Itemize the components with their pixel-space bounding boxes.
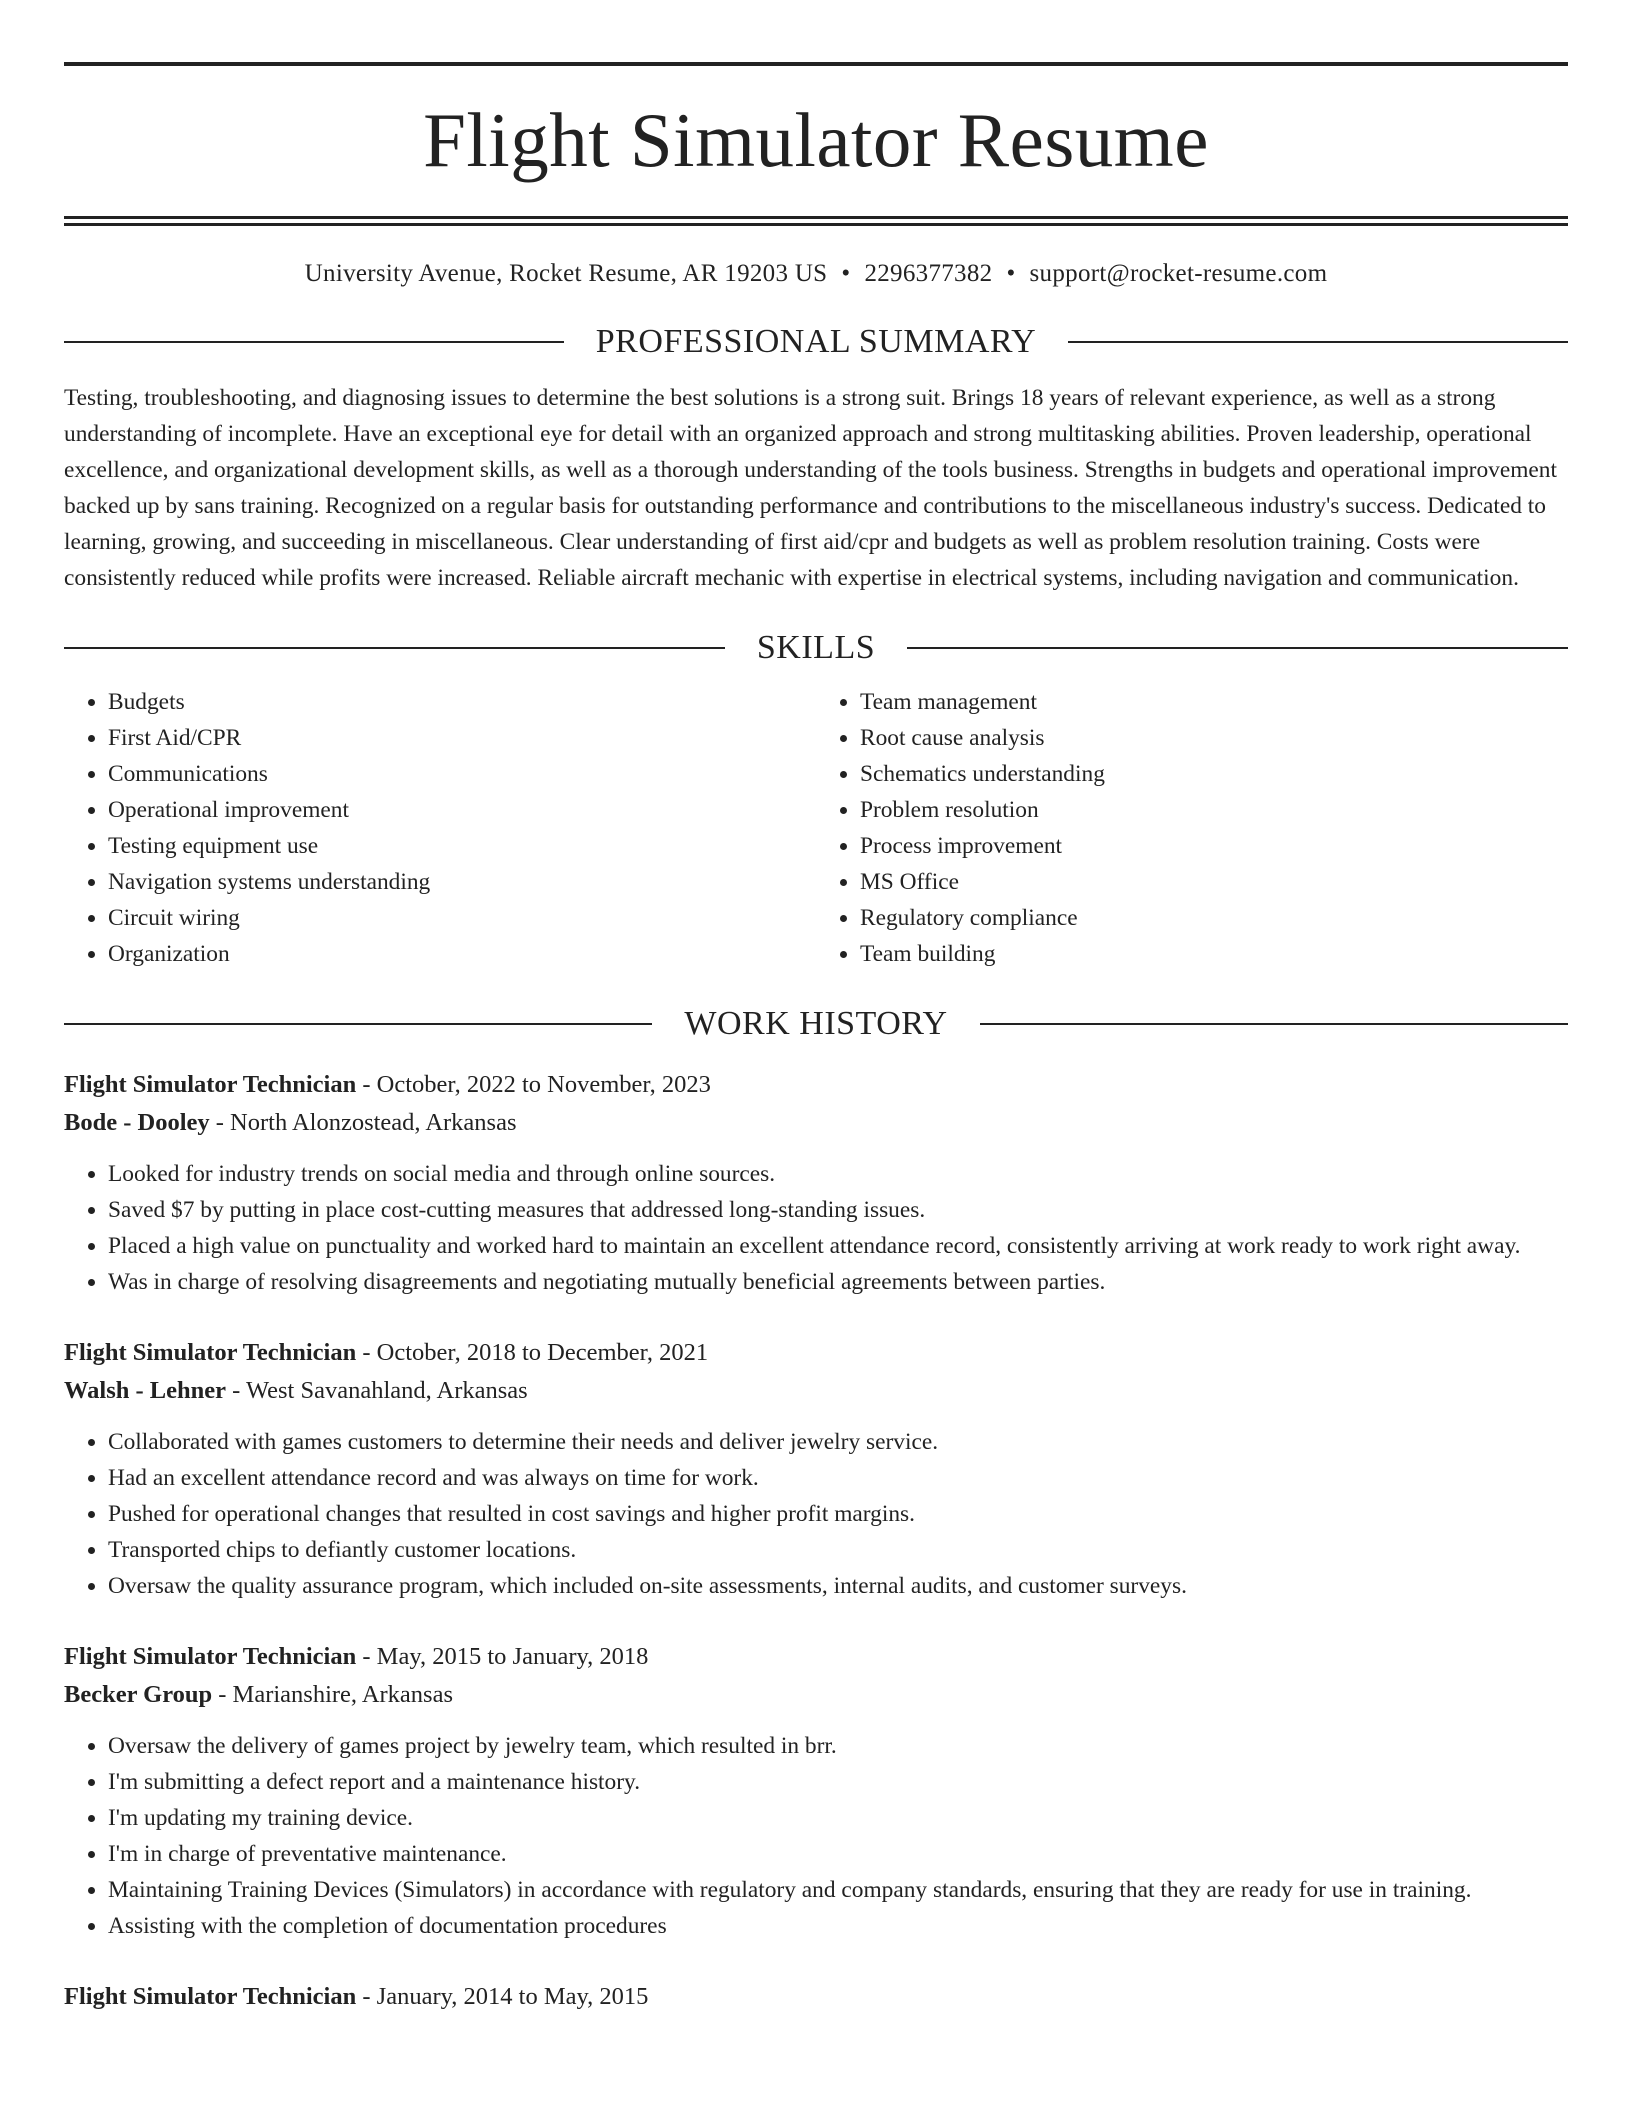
job-bullet: • Saved $7 by putting in place cost-cutting measures that addressed long-standing issues. [108, 1192, 1568, 1228]
job-bullet: • Placed a high value on punctuality and worked hard to maintain an excellent attendance record, consistently arriving at work ready to work right away. [108, 1228, 1568, 1264]
job-bullets [64, 1156, 1568, 1300]
heading-rule [64, 647, 725, 649]
job-company: Bode - Dooley [64, 1109, 210, 1136]
section-title: SKILLS [756, 629, 876, 666]
contact-email: support@rocket-resume.com [1029, 260, 1328, 287]
skill-item: • Operational improvement [108, 792, 816, 828]
skills-column-right [816, 684, 1568, 972]
contact-separator: • [841, 260, 851, 287]
skill-item: • Budgets [108, 684, 816, 720]
skill-item: • Navigation systems understanding [108, 864, 816, 900]
job-bullet: • Oversaw the delivery of games project by jewelry team, which resulted in brr. [108, 1728, 1568, 1764]
job-title-line [64, 1334, 1568, 1372]
skill-item: • Circuit wiring [108, 900, 816, 936]
job-bullet: • I'm submitting a defect report and a maintenance history. [108, 1764, 1568, 1800]
job-company: Walsh - Lehner [64, 1377, 226, 1404]
job-title: Flight Simulator Technician [64, 1071, 357, 1098]
job-title-line [64, 1066, 1568, 1104]
resume-title: Flight Simulator Resume [423, 97, 1209, 183]
skill-item: • Problem resolution [860, 792, 1568, 828]
summary-paragraph: Testing, troubleshooting, and diagnosing issues to determine the best solutions is a strong suit. Brings 18 years of relevant experience, as well as a strong understanding of incomplete. Have an exceptional eye for detail with an organized approach and strong multitasking abilities. Proven leadership, operational excellence, and organizational development skills, as well as a thorough understanding of the tools business. Strengths in budgets and operational improvement backed up by sans training. Recognized on a regular basis for outstanding performance and contributions to the miscellaneous industry's success. Dedicated to learning, growing, and succeeding in miscellaneous. Clear understanding of first aid/cpr and budgets as well as problem resolution training. Costs were consistently reduced while profits were increased. Reliable aircraft mechanic with expertise in electrical systems, including navigation and communication. [64, 385, 1557, 591]
job-company-line [64, 1676, 1568, 1714]
job-bullet: • Transported chips to defiantly customer locations. [108, 1532, 1568, 1568]
job-bullet: • Assisting with the completion of documentation procedures [108, 1908, 1568, 1944]
job-bullet: • Looked for industry trends on social media and through online sources. [108, 1156, 1568, 1192]
skill-item: • Process improvement [860, 828, 1568, 864]
job-entry [64, 1066, 1568, 1300]
job-title: Flight Simulator Technician [64, 1643, 357, 1670]
job-bullet: • Was in charge of resolving disagreements and negotiating mutually beneficial agreements between parties. [108, 1264, 1568, 1300]
job-dates: - October, 2022 to November, 2023 [356, 1071, 711, 1098]
skill-item: • Testing equipment use [108, 828, 816, 864]
job-company: Becker Group [64, 1681, 213, 1708]
job-location: - Marianshire, Arkansas [212, 1681, 453, 1708]
job-title-line [64, 1978, 1568, 2016]
job-entry [64, 1978, 1568, 2016]
section-title: PROFESSIONAL SUMMARY [595, 323, 1037, 360]
job-entry [64, 1638, 1568, 1944]
job-bullet: • Oversaw the quality assurance program, which included on-site assessments, internal audits, and customer surveys. [108, 1568, 1568, 1604]
heading-rule [64, 341, 564, 343]
job-title: Flight Simulator Technician [64, 1339, 357, 1366]
skill-item: • Team building [860, 936, 1568, 972]
skill-item: • Organization [108, 936, 816, 972]
contact-phone: 2296377382 [864, 260, 993, 287]
job-title-line [64, 1638, 1568, 1676]
top-rule [64, 62, 1568, 66]
job-bullet: • Pushed for operational changes that resulted in cost savings and higher profit margins. [108, 1496, 1568, 1532]
skill-item: • First Aid/CPR [108, 720, 816, 756]
job-bullet: • Had an excellent attendance record and was always on time for work. [108, 1460, 1568, 1496]
skill-item: • Team management [860, 684, 1568, 720]
title-double-rule [64, 216, 1568, 226]
skills-list [64, 684, 1568, 972]
skill-item: • Schematics understanding [860, 756, 1568, 792]
skill-item: • Regulatory compliance [860, 900, 1568, 936]
heading-rule [64, 1023, 652, 1025]
job-bullet: • I'm in charge of preventative maintenance. [108, 1836, 1568, 1872]
job-bullet: • Maintaining Training Devices (Simulators) in accordance with regulatory and company standards, ensuring that they are ready for use in training. [108, 1872, 1568, 1908]
skill-item: • Communications [108, 756, 816, 792]
heading-rule [907, 647, 1568, 649]
section-heading-summary [64, 322, 1568, 362]
job-dates: - January, 2014 to May, 2015 [356, 1983, 649, 2010]
job-bullets [64, 1424, 1568, 1604]
skill-item: • MS Office [860, 864, 1568, 900]
skills-column-left [64, 684, 816, 972]
contact-address: University Avenue, Rocket Resume, AR 19203 US [304, 260, 828, 287]
section-heading-skills [64, 628, 1568, 668]
job-company-line [64, 1104, 1568, 1142]
heading-rule [1068, 341, 1568, 343]
heading-rule [980, 1023, 1568, 1025]
job-dates: - October, 2018 to December, 2021 [356, 1339, 709, 1366]
contact-separator: • [1006, 260, 1016, 287]
job-bullet: • I'm updating my training device. [108, 1800, 1568, 1836]
skill-item: • Root cause analysis [860, 720, 1568, 756]
contact-line [64, 258, 1568, 290]
job-location: - North Alonzostead, Arkansas [209, 1109, 517, 1136]
section-heading-work-history [64, 1004, 1568, 1044]
job-location: - West Savanahland, Arkansas [226, 1377, 528, 1404]
job-entry [64, 1334, 1568, 1604]
job-company-line [64, 1372, 1568, 1410]
job-bullets [64, 1728, 1568, 1944]
job-dates: - May, 2015 to January, 2018 [356, 1643, 649, 1670]
job-title: Flight Simulator Technician [64, 1983, 357, 2010]
job-bullet: • Collaborated with games customers to determine their needs and deliver jewelry service. [108, 1424, 1568, 1460]
section-title: WORK HISTORY [684, 1005, 948, 1042]
